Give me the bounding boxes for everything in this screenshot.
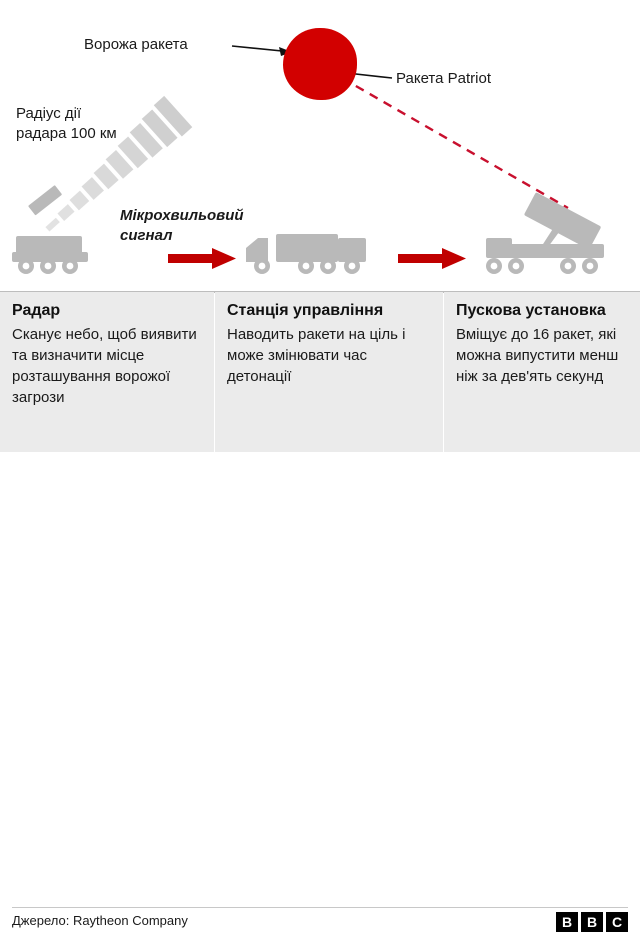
description-panel	[0, 292, 640, 452]
column-control-station	[215, 292, 443, 452]
control-station-vehicle-icon	[246, 234, 366, 274]
footer-divider	[12, 907, 628, 908]
column-launcher	[444, 292, 640, 452]
column-radar	[0, 292, 214, 452]
bbc-logo	[556, 912, 628, 932]
launcher-vehicle-icon	[486, 192, 604, 274]
source-text: Джерело: Raytheon Company	[12, 913, 188, 928]
label-microwave-signal-line2: сигнал	[120, 227, 173, 244]
label-radar-radius	[16, 104, 117, 144]
explosion-icon	[283, 28, 357, 100]
bbc-logo-letter-3: C	[606, 912, 628, 932]
illustration-area	[0, 0, 640, 292]
label-radar-radius-line1: Радіус дії	[16, 105, 82, 122]
column-launcher-text: Вміщує до 16 ракет, які можна випустити менш ніж за дев'ять секунд	[456, 326, 619, 385]
column-radar-title: Радар	[12, 302, 61, 319]
column-control-station-title: Станція управління	[227, 302, 384, 319]
label-enemy-missile: Ворожа ракета	[84, 36, 188, 53]
patriot-trajectory-dashed-line	[342, 78, 568, 208]
footer	[0, 452, 640, 930]
column-radar-text: Сканує небо, щоб виявити та визначити місце розташування ворожої загрози	[12, 326, 197, 406]
bbc-logo-letter-1: B	[556, 912, 578, 932]
label-radar-radius-line2: радара 100 км	[16, 125, 117, 142]
bbc-logo-letter-2: B	[581, 912, 603, 932]
column-launcher-title: Пускова установка	[456, 302, 606, 319]
flow-arrow-1-icon	[168, 248, 236, 269]
label-patriot-missile: Ракета Patriot	[396, 70, 491, 87]
column-control-station-text: Наводить ракети на ціль і може змінювати час детонації	[227, 326, 406, 385]
label-microwave-signal-line1: Мікрохвильовий	[120, 207, 244, 224]
flow-arrow-2-icon	[398, 248, 466, 269]
label-microwave-signal	[120, 206, 244, 246]
